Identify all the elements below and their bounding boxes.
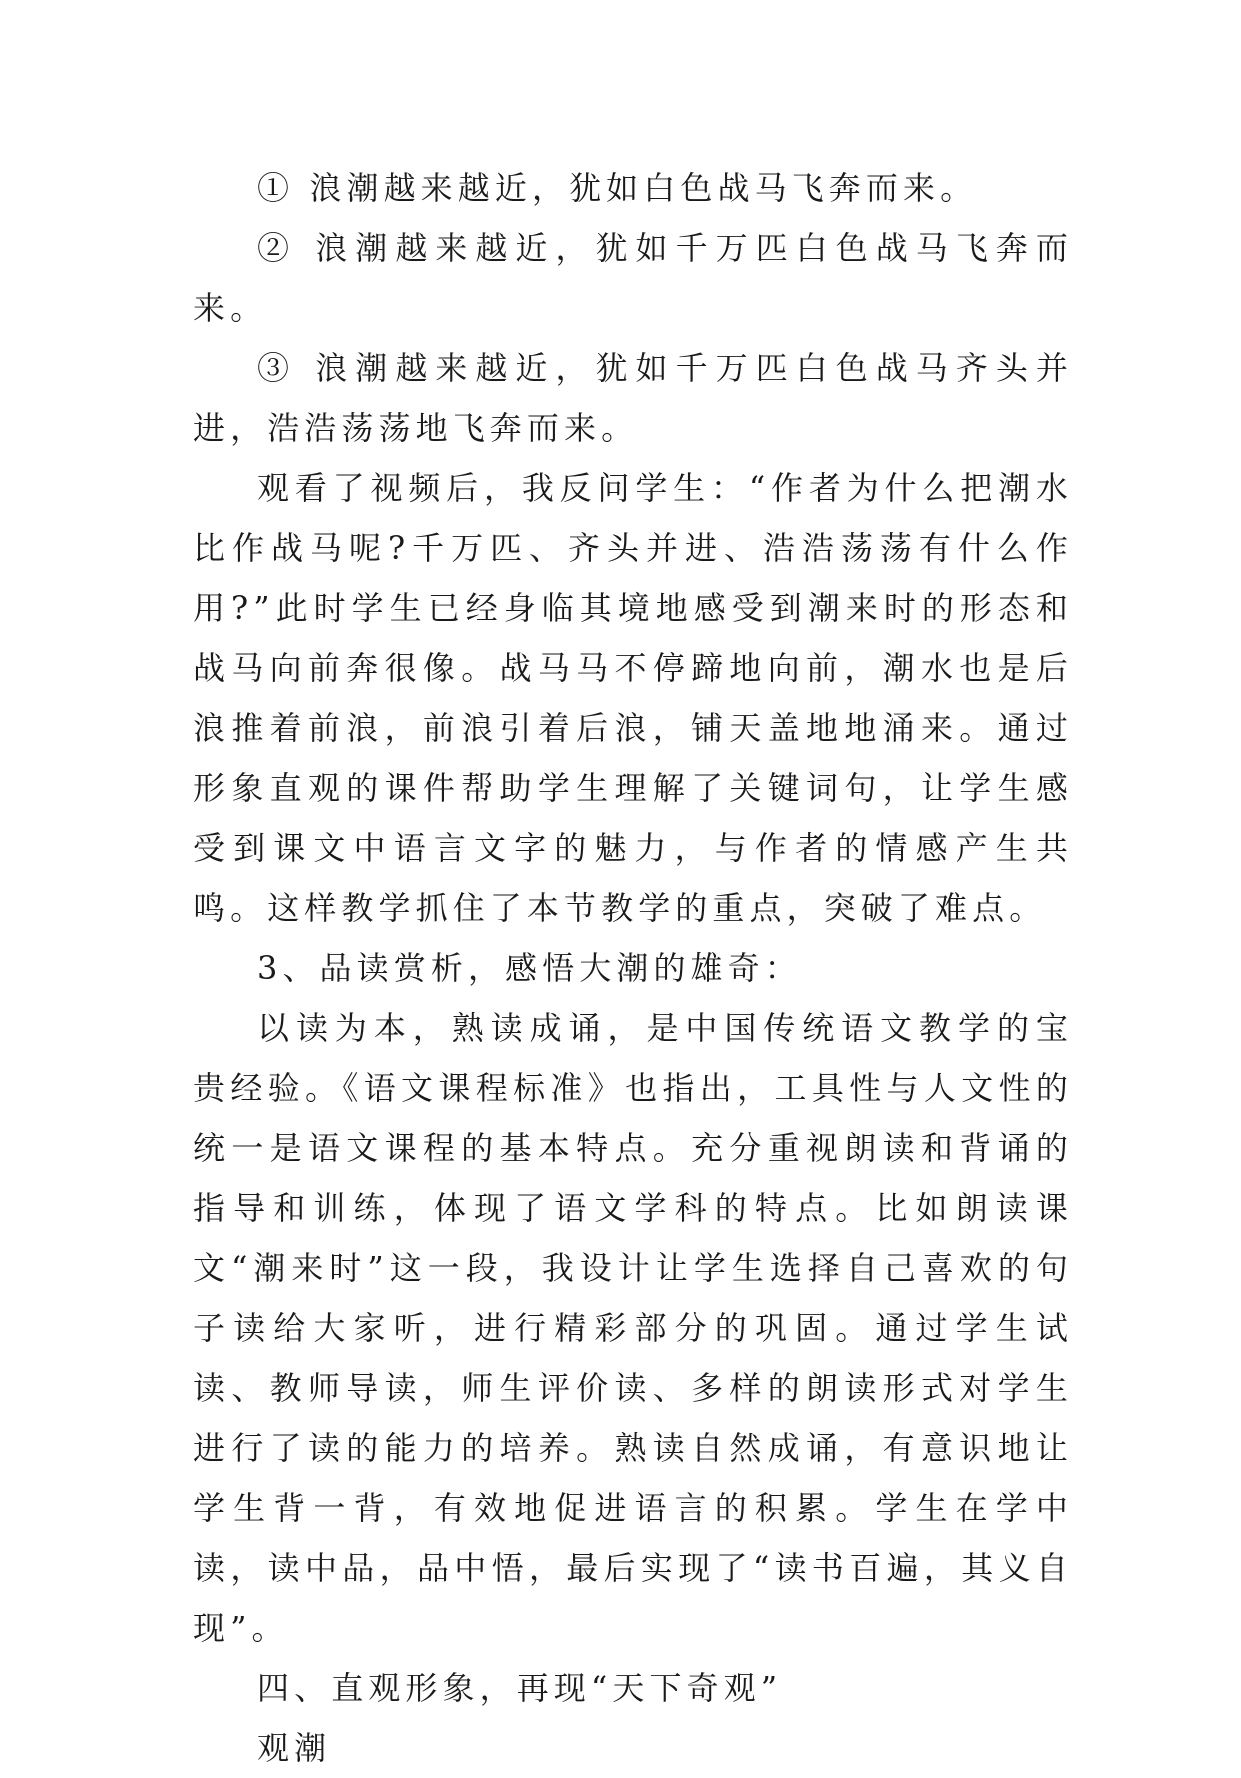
document-body [193,158,1073,1778]
paragraph-sentence-3: ③ 浪潮越来越近，犹如千万匹白色战马齐头并进，浩浩荡荡地飞奔而来。 [193,349,1073,447]
paragraph-sentence-2: ② 浪潮越来越近，犹如千万匹白色战马飞奔而来。 [193,229,1073,327]
subheading-guanchao: 观潮 [257,1729,332,1767]
paragraph-reading-method: 以读为本，熟读成诵，是中国传统语文教学的宝贵经验。《语文课程标准》也指出，工具性与人文性的统一是语文课程的基本特点。充分重视朗读和背诵的指导和训练，体现了语文学科的特点。比如朗读课文“潮来时”这一段，我设计让学生选择自己喜欢的句子读给大家听，进行精彩部分的巩固。通过学生试读、教师导读，师生评价读、多样的朗读形式对学生进行了读的能力的培养。熟读自然成诵，有意识地让学生背一背，有效地促进语言的积累。学生在学中读，读中品，品中悟，最后实现了“读书百遍，其义自现”。 [193,1009,1073,1647]
paragraph-sentence-1: ① 浪潮越来越近，犹如白色战马飞奔而来。 [257,169,978,207]
section-heading-appreciation: 3、品读赏析，感悟大潮的雄奇： [257,949,802,987]
paragraph-video-reflection: 观看了视频后，我反问学生：“作者为什么把潮水比作战马呢?千万匹、齐头并进、浩浩荡荡有什么作用?”此时学生已经身临其境地感受到潮来时的形态和战马向前奔很像。战马马不停蹄地向前，潮水也是后浪推着前浪，前浪引着后浪，铺天盖地地涌来。通过形象直观的课件帮助学生理解了关键词句，让学生感受到课文中语言文字的魅力，与作者的情感产生共鸣。这样教学抓住了本节教学的重点，突破了难点。 [193,469,1073,927]
section-heading-four: 四、直观形象，再现“天下奇观” [257,1669,783,1707]
